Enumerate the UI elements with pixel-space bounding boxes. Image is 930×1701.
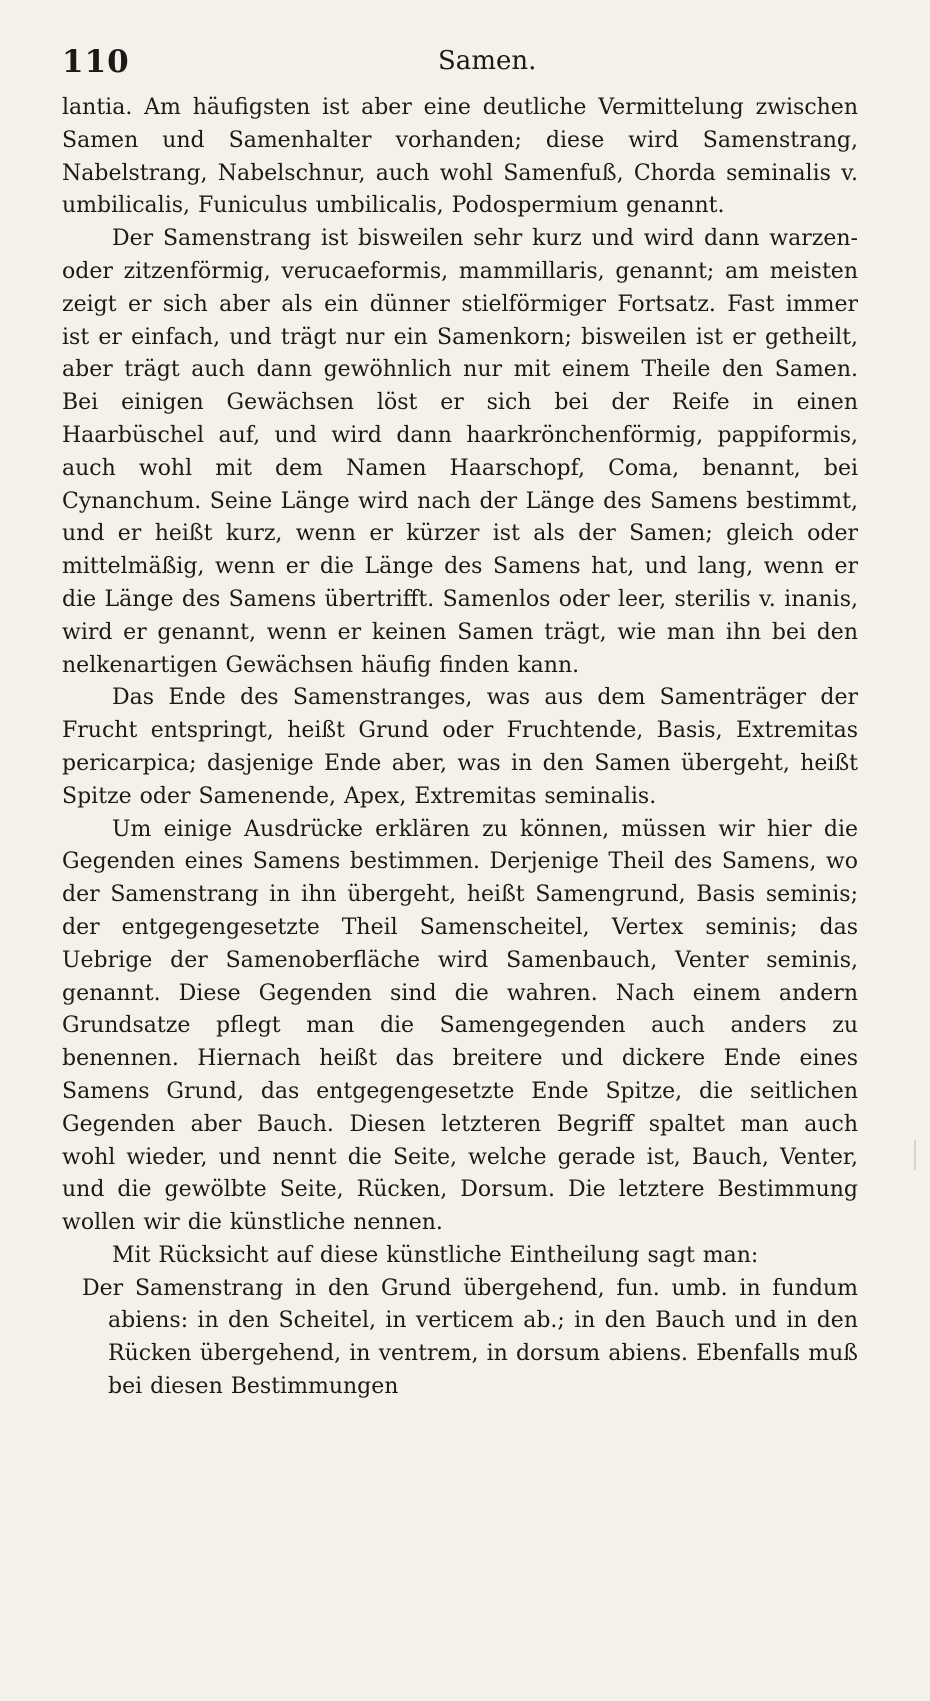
running-head: Samen. bbox=[438, 46, 537, 76]
paragraph-1: lantia. Am häufigsten ist aber eine deutliche Vermittelung zwischen Samen und Samenhalter vorhanden; diese wird Samenstrang, Nabelstrang, Nabelschnur, auch wohl Samenfuß, Chorda seminalis v. umbilicalis, Funiculus umbilicalis, Podospermium genannt. bbox=[62, 95, 858, 219]
margin-mark bbox=[914, 1140, 916, 1170]
page-header bbox=[62, 44, 858, 84]
paragraph-4: Um einige Ausdrücke erklären zu können, müssen wir hier die Gegenden eines Samens bestimmen. Derjenige Theil des Samens, wo der Samenstrang in ihn übergeht, heißt Samengrund, Basis seminis; der entgegengesetzte Theil Samenscheitel, Vertex seminis; das Uebrige der Samenoberfläche wird Samenbauch, Venter seminis, genannt. Diese Gegenden sind die wahren. Nach einem andern Grundsatze pflegt man die Samengegenden auch anders zu benennen. Hiernach heißt das breitere und dickere Ende eines Samens Grund, das entgegengesetzte Ende Spitze, die seitlichen Gegenden aber Bauch. Diesen letzteren Begriff spaltet man auch wohl wieder, und nennt die Seite, welche gerade ist, Bauch, Venter, und die gewölbte Seite, Rücken, Dorsum. Die letztere Bestimmung wollen wir die künstliche nennen. bbox=[62, 816, 858, 1236]
paragraph-3: Das Ende des Samenstranges, was aus dem Samenträger der Frucht entspringt, heißt Grund oder Fruchtende, Basis, Extremitas pericarpica; dasjenige Ende aber, was in den Samen übergeht, heißt Spitze oder Samenende, Apex, Extremitas seminalis. bbox=[62, 685, 858, 809]
page-number: 110 bbox=[62, 44, 130, 80]
paragraph-2: Der Samenstrang ist bisweilen sehr kurz und wird dann warzen- oder zitzenförmig, verucaeformis, mammillaris, genannt; am meisten zeigt er sich aber als ein dünner stielförmiger Fortsatz. Fast immer ist er einfach, und trägt nur ein Samenkorn; bisweilen ist er getheilt, aber trägt auch dann gewöhnlich nur mit einem Theile den Samen. Bei einigen Gewächsen löst er sich bei der Reife in einen Haarbüschel auf, und wird dann haarkrönchenförmig, pappiformis, auch wohl mit dem Namen Haarschopf, Coma, benannt, bei Cynanchum. Seine Länge wird nach der Länge des Samens bestimmt, und er heißt kurz, wenn er kürzer ist als der Samen; gleich oder mittelmäßig, wenn er die Länge des Samens hat, und lang, wenn er die Länge des Samens übertrifft. Samenlos oder leer, sterilis v. inanis, wird er genannt, wenn er keinen Samen trägt, wie man ihn bei den nelkenartigen Gewächsen häufig finden kann. bbox=[62, 226, 858, 678]
paragraph-6: Der Samenstrang in den Grund übergehend, fun. umb. in fundum abiens: in den Scheitel, in verticem ab.; in den Bauch und in den Rücken übergehend, in ventrem, in dorsum abiens. Ebenfalls muß bei diesen Bestimmungen bbox=[82, 1275, 858, 1400]
page-body bbox=[62, 92, 858, 1404]
paragraph-5: Mit Rücksicht auf diese künstliche Eintheilung sagt man: bbox=[112, 1242, 759, 1268]
